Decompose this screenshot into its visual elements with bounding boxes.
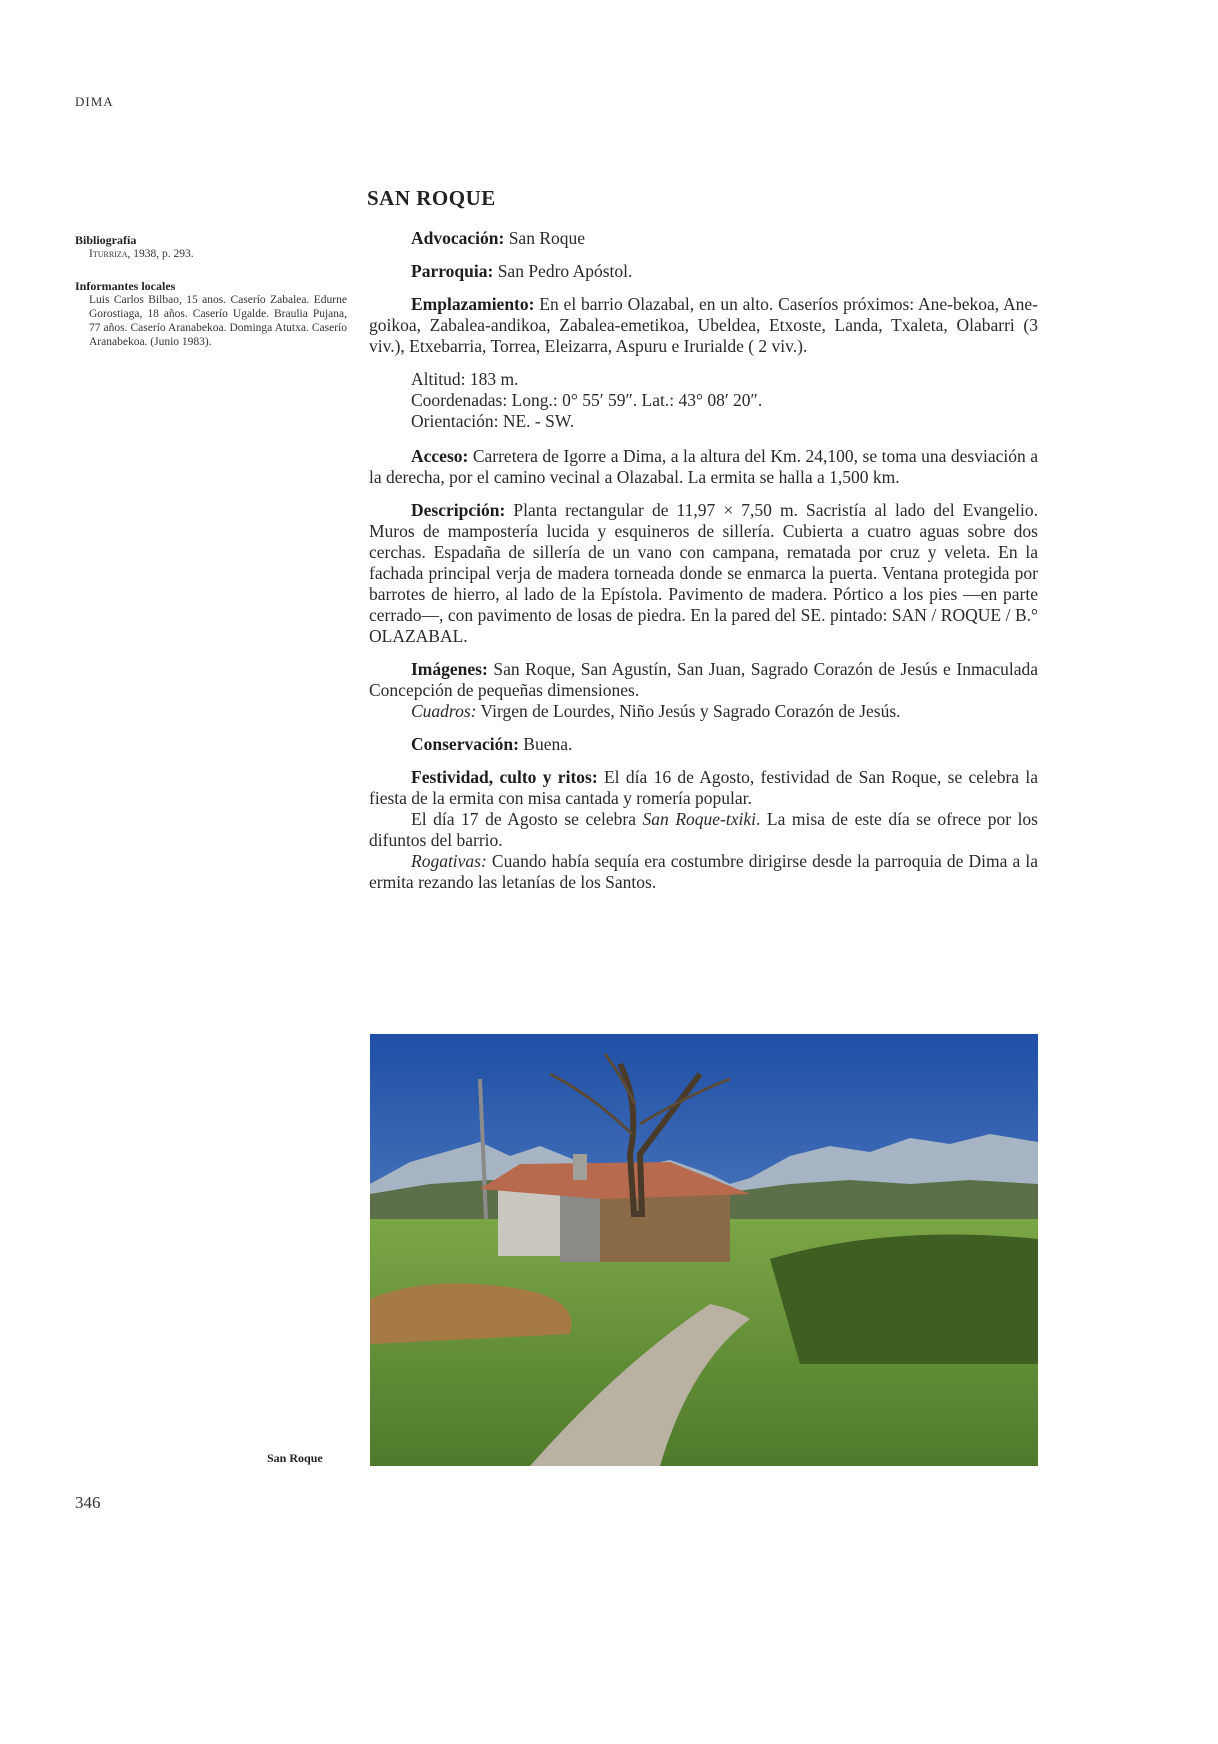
- acceso-label: Acceso:: [411, 446, 469, 466]
- festividad-p2-italic: San Roque-txiki: [642, 809, 756, 829]
- parroquia-label: Parroquia:: [411, 261, 494, 281]
- acceso-paragraph: [369, 446, 1038, 488]
- cuadros-text: Virgen de Lourdes, Niño Jesús y Sagrado Corazón de Jesús.: [476, 701, 901, 721]
- festividad-paragraph-2: [369, 809, 1038, 851]
- emplazamiento-paragraph: [369, 294, 1038, 357]
- festividad-p2-before: El día 17 de Agosto se celebra: [411, 809, 643, 829]
- imagenes-label: Imágenes:: [411, 659, 488, 679]
- emplazamiento-text: En el barrio Olazabal, en un alto. Caseríos próximos: Ane-bekoa, Ane-goikoa, Zabalea-andikoa, Zabalea-emetikoa, Ubeldea, Etxoste, Landa, Txaleta, Olabarri (3 viv.), Etxebarria, Torrea, Eleizarra, Aspuru e Irurialde ( 2 viv.).: [369, 294, 1038, 356]
- cuadros-paragraph: [369, 701, 1038, 722]
- running-head: DIMA: [75, 94, 114, 109]
- cuadros-label: Cuadros:: [411, 701, 477, 721]
- emplazamiento-label: Emplazamiento:: [411, 294, 535, 314]
- bibliografia-entry: [75, 247, 347, 261]
- hermitage-porch: [600, 1194, 730, 1262]
- hermitage-photo: [370, 1034, 1038, 1466]
- conservacion-text: Buena.: [518, 734, 573, 754]
- coordenadas-line: Coordenadas: Long.: 0° 55′ 59″. Lat.: 43° 08′ 20″.: [411, 390, 763, 410]
- bibliografia-heading: Bibliografía: [75, 233, 137, 247]
- imagenes-text: San Roque, San Agustín, San Juan, Sagrado Corazón de Jesús e Inmaculada Concepción de pequeñas dimensiones.: [369, 659, 1038, 700]
- acceso-text: Carretera de Igorre a Dima, a la altura del Km. 24,100, se toma una desviación a la derecha, por el camino vecinal a Olazabal. La ermita se halla a 1,500 km.: [369, 446, 1038, 487]
- festividad-p2-after: . La misa de este día se ofrece por los difuntos del barrio.: [369, 809, 1038, 850]
- hermitage-sacristy: [498, 1186, 568, 1256]
- sidebar: [75, 233, 347, 367]
- festividad-label: Festividad, culto y ritos:: [411, 767, 598, 787]
- page-title: SAN ROQUE: [367, 186, 496, 210]
- advocacion-paragraph: [369, 228, 1038, 249]
- bibliografia-ref: , 1938, p. 293.: [127, 248, 194, 260]
- bibliografia-author: Iturriza: [89, 248, 128, 260]
- rogativas-label: Rogativas:: [411, 851, 487, 871]
- descripcion-paragraph: [369, 500, 1038, 647]
- parroquia-text: San Pedro Apóstol.: [493, 261, 633, 281]
- imagenes-paragraph: [369, 659, 1038, 701]
- page-number: 346: [75, 1493, 101, 1512]
- hermitage-photo-illustration: [370, 1034, 1038, 1466]
- parroquia-paragraph: [369, 261, 1038, 282]
- conservacion-paragraph: [369, 734, 1038, 755]
- advocacion-label: Advocación:: [411, 228, 505, 248]
- rogativas-text: Cuando había sequía era costumbre dirigirse desde la parroquia de Dima a la ermita rezando las letanías de los Santos.: [369, 851, 1038, 892]
- advocacion-text: San Roque: [504, 228, 586, 248]
- location-block: [369, 369, 1038, 432]
- informantes-heading: Informantes locales: [75, 279, 176, 293]
- descripcion-text: Planta rectangular de 11,97 × 7,50 m. Sacristía al lado del Evangelio. Muros de mampostería lucida y esquineros de sillería. Cubierta a cuatro aguas sobre dos cerchas. Espadaña de sillería de un vano con campana, rematada por cruz y veleta. En la fachada principal verja de madera torneada donde se enmarca la puerta. Ventana protegida por barrotes de hierro, al lado de la Epístola. Pavimento de madera. Pórtico a los pies —en parte cerrado—, con pavimento de losas de piedra. En la pared del SE. pintado: SAN / ROQUE / B.° OLAZABAL.: [369, 500, 1038, 646]
- descripcion-label: Descripción:: [411, 500, 506, 520]
- hedge: [770, 1235, 1038, 1365]
- festividad-text: El día 16 de Agosto, festividad de San Roque, se celebra la fiesta de la ermita con misa cantada y romería popular.: [369, 767, 1038, 808]
- main-text: [369, 228, 1038, 893]
- altitud-line: Altitud: 183 m.: [411, 369, 519, 389]
- conservacion-label: Conservación:: [411, 734, 519, 754]
- rogativas-paragraph: [369, 851, 1038, 893]
- bell-gable: [573, 1154, 587, 1180]
- informantes-text: Luis Carlos Bilbao, 15 anos. Caserío Zabalea. Edurne Gorostiaga, 18 años. Caserío Ugalde. Braulia Pujana, 77 años. Caserío Aranabekoa. Dominga Atutxa. Caserío Aranabekoa. (Junio 1983).: [89, 294, 347, 348]
- festividad-paragraph: [369, 767, 1038, 809]
- photo-caption: San Roque: [267, 1451, 323, 1465]
- orientacion-line: Orientación: NE. - SW.: [411, 411, 575, 431]
